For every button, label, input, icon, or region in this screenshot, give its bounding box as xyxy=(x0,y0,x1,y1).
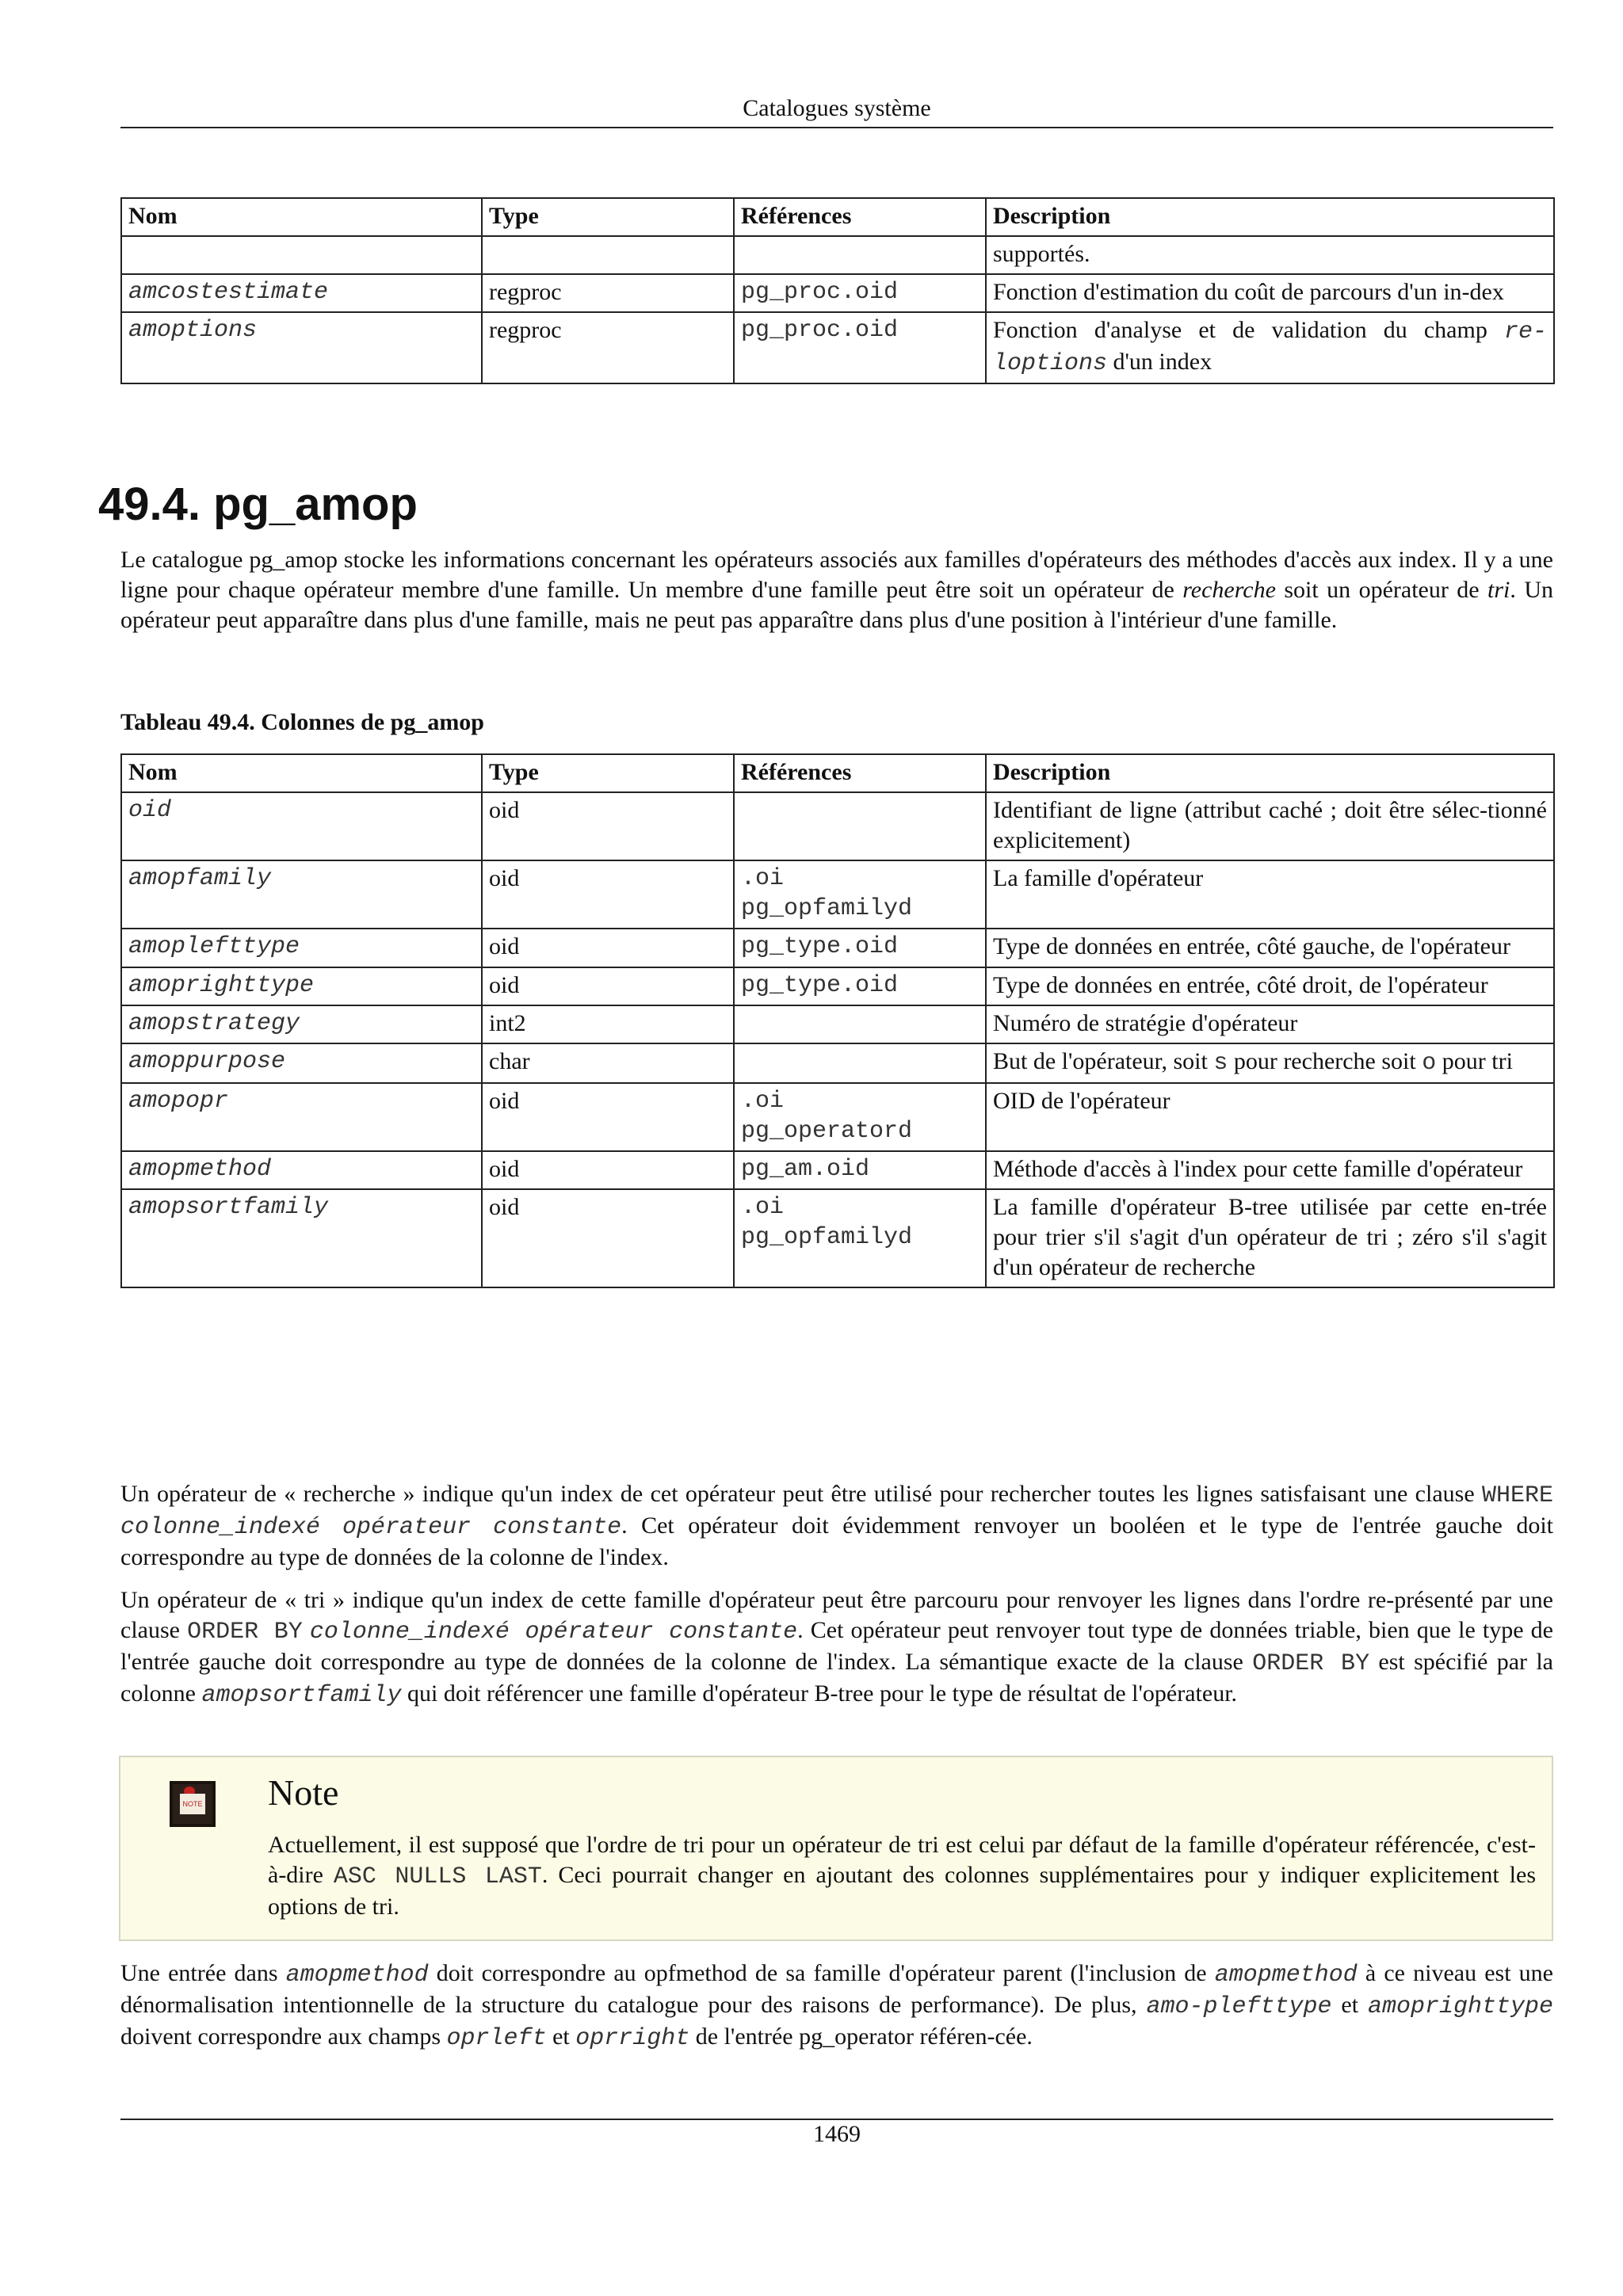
cell-desc: Fonction d'estimation du coût de parcours d'un in-dex xyxy=(986,274,1554,312)
table-row xyxy=(121,1083,1554,1151)
cell-desc: La famille d'opérateur B-tree utilisée par cette en-trée pour trier s'il s'agit d'un opérateur de tri ; zéro s'il s'agit d'un opérateur de recherche xyxy=(986,1189,1554,1287)
col-header-nom: Nom xyxy=(121,198,482,236)
cell-refs xyxy=(734,860,986,929)
refs-line: pg_am.oid xyxy=(741,1156,870,1184)
col-header-references: Références xyxy=(734,754,986,792)
col-header-type: Type xyxy=(482,754,734,792)
cell-refs xyxy=(734,792,986,860)
para-text: Un opérateur de « tri » indique qu'un index de cette famille d'opérateur peut être parcouru pour renvoyer les lignes dans l'ordre re-présenté par une clause xyxy=(120,1587,1553,1644)
intro-text: Le catalogue pg_amop stocke les informations concernant les opérateurs associés aux familles d'opérateurs des méthodes d'accès aux index. Il y a une ligne pour chaque opérateur membre d'une famille. Un membre d'une famille peut être soit un opérateur de xyxy=(120,547,1553,604)
col-header-type: Type xyxy=(482,198,734,236)
para-text: doivent correspondre aux champs xyxy=(120,2023,447,2050)
cell-nom: amopstrategy xyxy=(121,1005,482,1043)
intro-emphasis: tri xyxy=(1487,577,1510,604)
note-code: ASC NULLS LAST xyxy=(333,1863,542,1891)
page-header-title: Catalogues système xyxy=(743,95,931,121)
para-text: Une entrée dans xyxy=(120,1960,286,1986)
desc-code: o xyxy=(1422,1049,1437,1077)
cell-refs xyxy=(734,1005,986,1043)
cell-desc: Méthode d'accès à l'index pour cette famille d'opérateur xyxy=(986,1151,1554,1189)
intro-text: . Un opérateur peut apparaître dans plus d'une famille, mais ne peut pas apparaître dans plus d'une position à l'intérieur d'une famille. xyxy=(120,577,1554,634)
cell-nom xyxy=(121,236,482,274)
table-row xyxy=(121,929,1554,967)
table-caption: Tableau 49.4. Colonnes de pg_amop xyxy=(120,709,484,735)
cell-type: oid xyxy=(482,1151,734,1189)
refs-line: .oi xyxy=(741,1194,785,1222)
cell-desc xyxy=(986,1043,1554,1083)
table-row xyxy=(121,1151,1554,1189)
table-pg-amop-columns xyxy=(120,753,1555,1288)
para-text: est spécifié par la colonne xyxy=(120,1649,1554,1707)
cell-nom: amopsortfamily xyxy=(121,1189,482,1287)
header-rule xyxy=(120,127,1553,128)
intro-paragraph xyxy=(120,545,1553,635)
para-code: oprleft xyxy=(446,2025,547,2053)
para-text: et xyxy=(1331,1992,1368,2019)
para-code: colonne_indexé opérateur constante xyxy=(120,1514,622,1542)
cell-refs: pg_proc.oid xyxy=(734,312,986,383)
cell-refs xyxy=(734,1189,986,1287)
cell-type: oid xyxy=(482,929,734,967)
para-code: ORDER BY xyxy=(187,1619,303,1646)
table-continuation xyxy=(120,197,1555,384)
refs-line: pg_opfamilyd xyxy=(741,895,913,923)
cell-type: oid xyxy=(482,1189,734,1287)
cell-type: oid xyxy=(482,860,734,929)
page-number: 1469 xyxy=(813,2121,861,2147)
note-text-part: . Ceci pourrait changer en ajoutant des colonnes supplémentaires pour y indiquer explicitement les options de tri. xyxy=(268,1862,1536,1920)
section-title: 49.4. pg_amop xyxy=(98,479,418,530)
desc-text: pour recherche soit xyxy=(1228,1047,1423,1074)
cell-nom: amopfamily xyxy=(121,860,482,929)
desc-code: re-loptions xyxy=(993,318,1547,378)
col-header-description: Description xyxy=(986,198,1554,236)
para-code: amoprighttype xyxy=(1367,1993,1553,2021)
cell-refs xyxy=(734,1083,986,1151)
cell-desc: supportés. xyxy=(986,236,1554,274)
intro-text: soit un opérateur de xyxy=(1275,577,1488,604)
table-row xyxy=(121,860,1554,929)
cell-type: oid xyxy=(482,792,734,860)
table-row xyxy=(121,1043,1554,1083)
cell-nom: amopopr xyxy=(121,1083,482,1151)
table-header-row xyxy=(121,754,1554,792)
para-code: colonne_indexé opérateur constante xyxy=(309,1619,798,1646)
para-code: oprright xyxy=(575,2025,690,2053)
para-text: de l'entrée pg_operator référen-cée. xyxy=(689,2023,1033,2050)
cell-type: oid xyxy=(482,967,734,1005)
para-code: amo-plefttype xyxy=(1146,1993,1332,2021)
desc-text: Fonction d'analyse et de validation du champ xyxy=(993,317,1504,344)
cell-refs xyxy=(734,1043,986,1083)
refs-line: pg_opfamilyd xyxy=(741,1224,913,1252)
para-code: amopmethod xyxy=(285,1962,429,1989)
cell-type: regproc xyxy=(482,274,734,312)
search-operator-paragraph xyxy=(120,1479,1553,1573)
cell-type: char xyxy=(482,1043,734,1083)
para-text: doit correspondre au opfmethod de sa famille d'opérateur parent (l'inclusion de xyxy=(428,1960,1215,1986)
table-row xyxy=(121,792,1554,860)
refs-line: pg_type.oid xyxy=(741,933,899,961)
cell-refs xyxy=(734,1151,986,1189)
table-row xyxy=(121,1189,1554,1287)
refs-line: pg_operatord xyxy=(741,1117,913,1145)
para-text: . Cet opérateur peut renvoyer tout type de données triable, bien que le type de l'entrée gauche doit correspondre au type de données de la colonne de l'index. La sémantique exacte de la clause xyxy=(120,1617,1553,1676)
sort-operator-paragraph xyxy=(120,1585,1553,1711)
cell-nom: amoplefttype xyxy=(121,929,482,967)
note-icon xyxy=(170,1781,216,1827)
last-paragraph xyxy=(120,1958,1553,2054)
refs-line: pg_type.oid xyxy=(741,971,899,999)
para-text: à ce niveau est une dénormalisation intentionnelle de la structure du catalogue pour des raisons de performance). De plus, xyxy=(120,1960,1553,2019)
cell-type: oid xyxy=(482,1083,734,1151)
para-code: WHERE xyxy=(1481,1482,1553,1509)
refs-line: .oi xyxy=(741,1087,785,1115)
para-code: amopmethod xyxy=(1214,1962,1358,1989)
desc-text: pour tri xyxy=(1436,1047,1513,1074)
note-box xyxy=(119,1756,1553,1941)
col-header-description: Description xyxy=(986,754,1554,792)
cell-type: regproc xyxy=(482,312,734,383)
cell-refs xyxy=(734,929,986,967)
table-row xyxy=(121,967,1554,1005)
cell-desc xyxy=(986,312,1554,383)
cell-desc: OID de l'opérateur xyxy=(986,1083,1554,1151)
note-title: Note xyxy=(268,1772,339,1813)
para-code: amopsortfamily xyxy=(201,1682,402,1710)
cell-desc: La famille d'opérateur xyxy=(986,860,1554,929)
cell-nom: amopmethod xyxy=(121,1151,482,1189)
col-header-references: Références xyxy=(734,198,986,236)
cell-nom: amoprighttype xyxy=(121,967,482,1005)
desc-code: s xyxy=(1213,1049,1228,1077)
para-text: qui doit référencer une famille d'opérateur B-tree pour le type de résultat de l'opérateur. xyxy=(401,1680,1238,1707)
cell-refs xyxy=(734,967,986,1005)
table-row xyxy=(121,312,1554,383)
para-code: ORDER BY xyxy=(1252,1650,1370,1678)
para-text: . Cet opérateur doit évidemment renvoyer un booléen et le type de l'entrée gauche doit correspondre au type de données de la colonne de l'index. xyxy=(120,1512,1553,1571)
cell-nom: oid xyxy=(121,792,482,860)
cell-refs xyxy=(734,236,986,274)
cell-desc: Identifiant de ligne (attribut caché ; doit être sélec-tionné explicitement) xyxy=(986,792,1554,860)
intro-emphasis: recherche xyxy=(1182,577,1276,604)
note-text xyxy=(268,1830,1536,1922)
table-row xyxy=(121,1005,1554,1043)
table-header-row xyxy=(121,198,1554,236)
cell-desc: Numéro de stratégie d'opérateur xyxy=(986,1005,1554,1043)
note-icon-label: NOTE xyxy=(180,1794,205,1814)
table-row xyxy=(121,274,1554,312)
cell-nom: amcostestimate xyxy=(121,274,482,312)
cell-refs: pg_proc.oid xyxy=(734,274,986,312)
cell-desc: Type de données en entrée, côté droit, de l'opérateur xyxy=(986,967,1554,1005)
refs-line: .oi xyxy=(741,865,785,893)
para-text: et xyxy=(546,2023,576,2050)
col-header-nom: Nom xyxy=(121,754,482,792)
para-text: Un opérateur de « recherche » indique qu'un index de cet opérateur peut être utilisé pour rechercher toutes les lignes satisfaisant une clause xyxy=(120,1481,1482,1507)
table-row xyxy=(121,236,1554,274)
cell-nom: amoptions xyxy=(121,312,482,383)
cell-type: int2 xyxy=(482,1005,734,1043)
cell-type xyxy=(482,236,734,274)
note-text-part: Actuellement, il est supposé que l'ordre de tri pour un opérateur de tri est celui par défaut de la famille d'opérateur référencée, c'est-à-dire xyxy=(268,1832,1536,1889)
cell-nom: amoppurpose xyxy=(121,1043,482,1083)
cell-desc: Type de données en entrée, côté gauche, de l'opérateur xyxy=(986,929,1554,967)
desc-text: d'un index xyxy=(1107,349,1212,376)
desc-text: But de l'opérateur, soit xyxy=(993,1047,1214,1074)
